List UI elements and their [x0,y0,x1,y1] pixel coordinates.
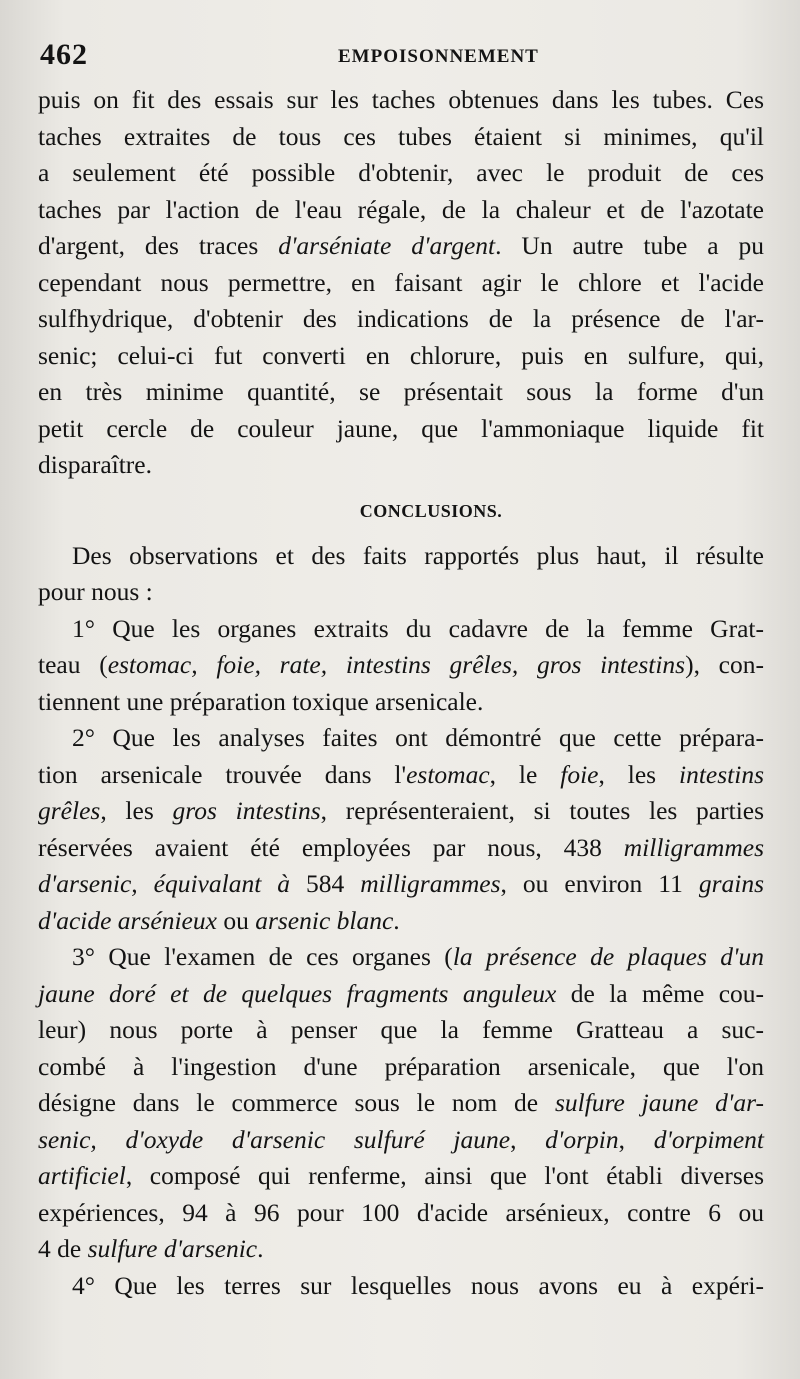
page-header [40,38,775,78]
text-line: 1° Que les organes extraits du cadavre de la femme Grat- [72,613,764,643]
conclusion-item-4 [38,1268,764,1305]
text-line: pour nous : [38,577,153,606]
text-line: taches extraites de tous ces tubes étaient si minimes, qu'il [38,121,764,151]
text-line: a seulement été possible d'obtenir, avec le produit de ces [38,158,764,187]
conclusion-item-1 [38,611,764,721]
text-line: tiennent une préparation toxique arsenicale. [38,686,484,716]
page-body [38,82,764,1304]
text-line: en très minime quantité, se présentait sous la forme d'un [38,377,764,406]
text-line: taches par l'action de l'eau régale, de la chaleur et de l'azotate [38,194,764,224]
text-line: grêles, les gros intestins, représenteraient, si toutes les parties [38,796,765,825]
conclusion-item-3 [38,939,764,1268]
text-line: teau (estomac, foie, rate, intestins grêles, gros intestins), con- [38,650,764,679]
text-line: sulfhydrique, d'obtenir des indications de la présence de l'ar- [38,304,764,333]
text-line: 3° Que l'examen de ces organes (la présence de plaques d'un [72,942,764,971]
paragraph-intro [38,82,764,484]
text-line: combé à l'ingestion d'une préparation arsenicale, que l'on [38,1051,764,1081]
text-line: tion arsenicale trouvée dans l'estomac, le foie, les intestins [38,759,765,789]
text-line: jaune doré et de quelques fragments anguleux de la même cou- [38,978,764,1008]
text-line: puis on fit des essais sur les taches obtenues dans les tubes. Ces [38,85,764,114]
text-line: d'arsenic, équivalant à 584 milligrammes, ou environ 11 grains [38,869,764,898]
page-number: 462 [40,38,88,71]
text-line: d'argent, des traces d'arséniate d'argent. Un autre tube a pu [38,231,764,260]
text-line: artificiel, composé qui renferme, ainsi que l'ont établi diverses [38,1161,764,1190]
text-line: Des observations et des faits rapportés plus haut, il résulte [72,540,764,570]
conclusion-item-2 [38,720,764,939]
text-line: petit cercle de couleur jaune, que l'ammoniaque liquide fit [38,413,764,443]
text-line: 4° Que les terres sur lesquelles nous avons eu à expéri- [72,1270,764,1300]
text-line: réservées avaient été employées par nous, 438 milligrammes [38,832,764,862]
text-line: 2° Que les analyses faites ont démontré que cette prépara- [72,723,764,752]
text-line: disparaître. [38,450,152,479]
section-heading: CONCLUSIONS. [359,500,503,521]
running-title: EMPOISONNEMENT [338,46,539,67]
conclusions-intro [38,538,764,611]
text-line: senic; celui-ci fut converti en chlorure, puis en sulfure, qui, [38,340,764,370]
text-line: leur) nous porte à penser que la femme Gratteau a suc- [38,1015,764,1044]
text-line: d'acide arsénieux ou arsenic blanc. [38,905,400,935]
text-line: expériences, 94 à 96 pour 100 d'acide arsénieux, contre 6 ou [38,1197,764,1227]
text-line: senic, d'oxyde d'arsenic sulfuré jaune, d'orpin, d'orpiment [38,1124,764,1154]
text-line: désigne dans le commerce sous le nom de sulfure jaune d'ar- [38,1088,764,1117]
text-line: 4 de sulfure d'arsenic. [38,1234,264,1263]
text-line: cependant nous permettre, en faisant agir le chlore et l'acide [38,267,764,297]
